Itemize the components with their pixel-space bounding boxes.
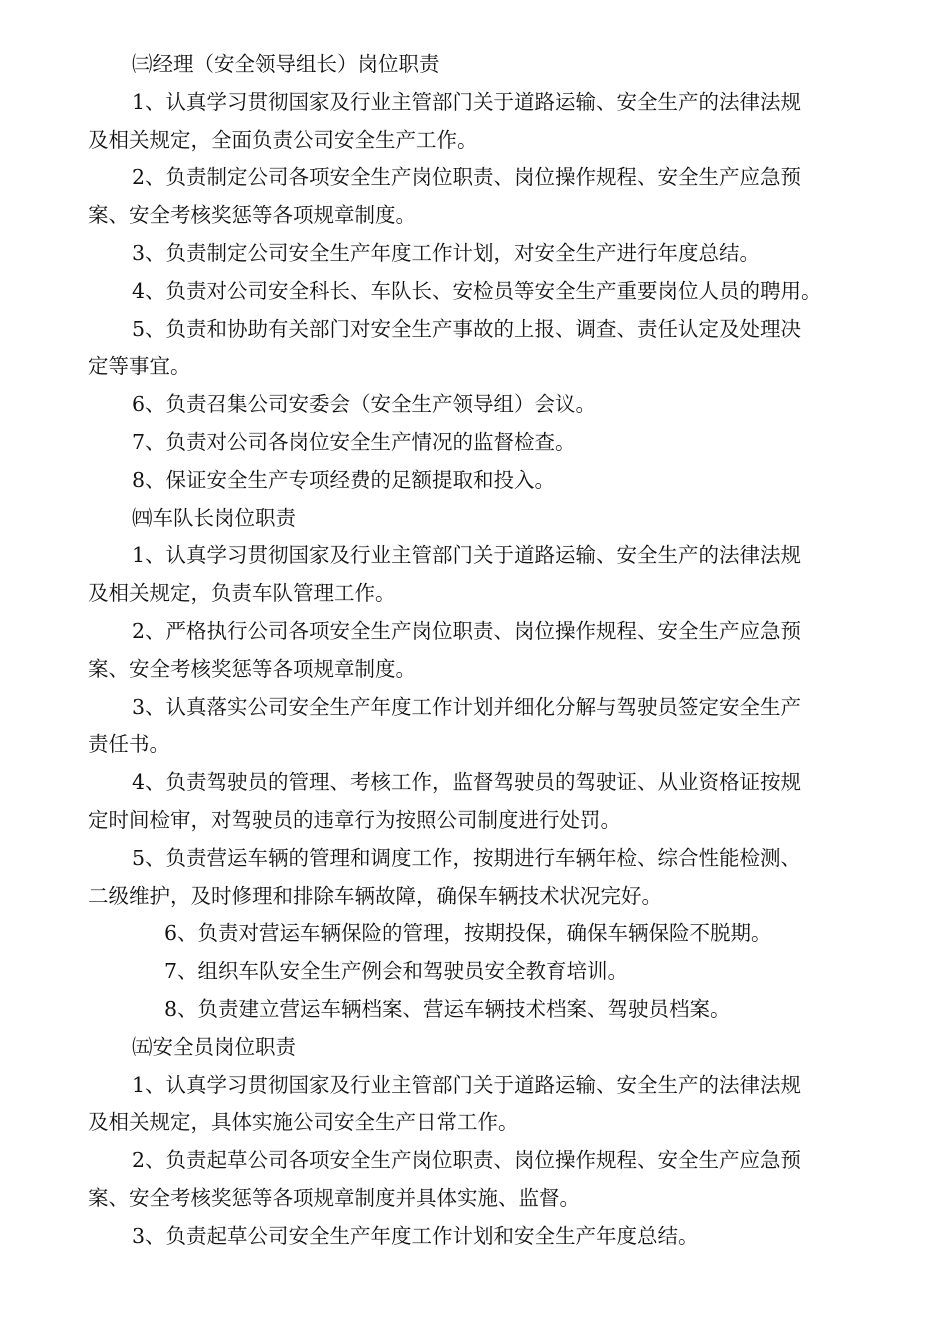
text-line: 定时间检审，对驾驶员的违章行为按照公司制度进行处罚。: [88, 807, 621, 832]
text-line: 1、认真学习贯彻国家及行业主管部门关于道路运输、安全生产的法律法规: [132, 1072, 802, 1097]
section-heading: ㈤安全员岗位职责: [132, 1034, 296, 1059]
text-line: 及相关规定，全面负责公司安全生产工作。: [88, 127, 478, 152]
text-line: 3、认真落实公司安全生产年度工作计划并细化分解与驾驶员签定安全生产: [132, 694, 802, 719]
text-line: 二级维护，及时修理和排除车辆故障，确保车辆技术状况完好。: [88, 883, 662, 908]
text-line: 5、负责和协助有关部门对安全生产事故的上报、调查、责任认定及处理决: [132, 316, 802, 341]
text-line: 责任书。: [88, 732, 170, 757]
text-line: 2、严格执行公司各项安全生产岗位职责、岗位操作规程、安全生产应急预: [132, 618, 802, 643]
text-line: 8、保证安全生产专项经费的足额提取和投入。: [132, 467, 556, 492]
text-line: 5、负责营运车辆的管理和调度工作，按期进行车辆年检、综合性能检测、: [132, 845, 802, 870]
text-line: 1、认真学习贯彻国家及行业主管部门关于道路运输、安全生产的法律法规: [132, 543, 802, 568]
text-line: 案、安全考核奖惩等各项规章制度。: [88, 203, 416, 228]
document-page: [88, 46, 878, 1256]
text-line: 1、认真学习贯彻国家及行业主管部门关于道路运输、安全生产的法律法规: [132, 89, 802, 114]
section-heading: ㈣车队长岗位职责: [132, 505, 296, 530]
text-line: 7、组织车队安全生产例会和驾驶员安全教育培训。: [164, 959, 629, 984]
text-line: 6、负责对营运车辆保险的管理，按期投保，确保车辆保险不脱期。: [164, 921, 772, 946]
text-line: 8、负责建立营运车辆档案、营运车辆技术档案、驾驶员档案。: [164, 996, 731, 1021]
text-line: 3、负责制定公司安全生产年度工作计划，对安全生产进行年度总结。: [132, 240, 761, 265]
section-heading: ㈢经理（安全领导组长）岗位职责: [132, 52, 440, 76]
text-line: 4、负责驾驶员的管理、考核工作，监督驾驶员的驾驶证、从业资格证按规: [132, 770, 802, 795]
text-line: 7、负责对公司各岗位安全生产情况的监督检查。: [132, 429, 576, 454]
text-line: 2、负责制定公司各项安全生产岗位职责、岗位操作规程、安全生产应急预: [132, 165, 802, 190]
text-line: 及相关规定，负责车队管理工作。: [88, 581, 396, 606]
text-line: 3、负责起草公司安全生产年度工作计划和安全生产年度总结。: [132, 1223, 699, 1248]
text-line: 案、安全考核奖惩等各项规章制度。: [88, 656, 416, 681]
text-line: 2、负责起草公司各项安全生产岗位职责、岗位操作规程、安全生产应急预: [132, 1148, 802, 1173]
text-line: 案、安全考核奖惩等各项规章制度并具体实施、监督。: [88, 1185, 580, 1210]
text-line: 及相关规定，具体实施公司安全生产日常工作。: [88, 1110, 519, 1135]
text-line: 定等事宜。: [88, 354, 191, 379]
text-line: 6、负责召集公司安委会（安全生产领导组）会议。: [132, 392, 597, 417]
text-line: 4、负责对公司安全科长、车队长、安检员等安全生产重要岗位人员的聘用。: [132, 278, 822, 303]
